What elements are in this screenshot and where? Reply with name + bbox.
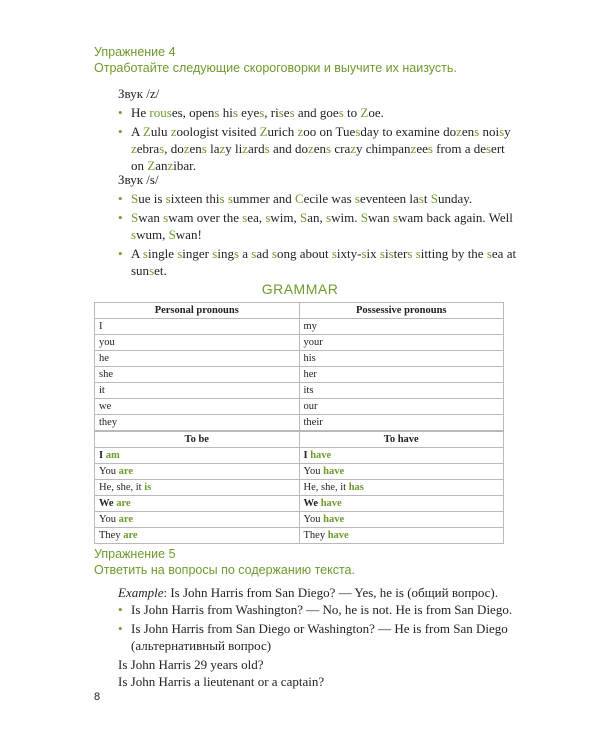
bullet-icon: •	[118, 191, 123, 206]
highlighted-sound: rous	[149, 105, 172, 120]
twister-text: ibar.	[173, 158, 197, 173]
twister-text: A	[131, 246, 143, 261]
possessive-pronoun-cell: my	[299, 319, 504, 335]
twister-text: wam over the	[168, 210, 243, 225]
bullet-icon: •	[118, 210, 123, 225]
verb-form: are	[118, 466, 134, 477]
highlighted-sound: z	[456, 124, 462, 139]
personal-pronoun-cell: he	[95, 351, 300, 367]
twister-text: eye	[237, 105, 260, 120]
to-be-cell	[95, 480, 300, 496]
highlighted-sound: s	[265, 210, 271, 225]
header-to-have: To have	[299, 432, 504, 448]
exercise-4-instruction: Отработайте следующие скороговорки и выучите их наизусть.	[94, 61, 457, 75]
highlighted-sound: C	[294, 191, 304, 206]
subject-text: He, she, it	[303, 482, 349, 493]
highlighted-sound: s	[499, 124, 505, 139]
highlighted-sound: s	[326, 210, 332, 225]
question-2: Is John Harris a lieutenant or a captain?	[118, 674, 325, 689]
to-have-cell	[299, 496, 504, 512]
to-be-cell	[95, 496, 300, 512]
highlighted-sound: z	[350, 141, 357, 156]
twister-text: es, open	[171, 105, 215, 120]
highlighted-sound: z	[170, 124, 177, 139]
highlighted-sound: s	[418, 191, 424, 206]
subject-text: They	[303, 530, 328, 541]
highlighted-sound: s	[259, 105, 265, 120]
highlighted-sound: S	[300, 210, 308, 225]
exercise-5-title: Упражнение 5	[94, 547, 176, 561]
twister-text: oe.	[368, 105, 384, 120]
subject-text: You	[303, 466, 324, 477]
highlighted-sound: s	[163, 210, 169, 225]
table-row	[95, 480, 504, 496]
table-row	[95, 415, 504, 431]
highlighted-sound: s	[271, 246, 277, 261]
example-text: : Is John Harris from San Diego? — Yes, he is (общий вопрос).	[163, 585, 499, 600]
table-row	[95, 351, 504, 367]
table-row	[95, 335, 504, 351]
verb-form: are	[116, 498, 131, 509]
twister-text: y	[504, 124, 511, 139]
twister-text: unday.	[437, 191, 473, 206]
highlighted-sound: s	[392, 210, 398, 225]
bullet-icon: •	[118, 124, 123, 139]
twister-text: oologist visited	[176, 124, 260, 139]
verb-form: are	[118, 514, 134, 525]
header-personal-pronouns: Personal pronouns	[95, 303, 300, 319]
personal-pronoun-cell: I	[95, 319, 300, 335]
highlighted-sound: z	[410, 141, 417, 156]
bullet-icon: •	[118, 621, 123, 636]
verb-form: have	[327, 530, 349, 541]
twister-text: ecile was	[303, 191, 355, 206]
possessive-pronoun-cell: your	[299, 335, 504, 351]
list-item	[118, 209, 518, 243]
twister-text: e	[283, 105, 290, 120]
highlighted-sound: z	[297, 124, 304, 139]
highlighted-sound: Z	[360, 105, 369, 120]
verbs-table	[94, 431, 504, 544]
highlighted-sound: s	[486, 246, 492, 261]
example-label: Example	[118, 585, 164, 600]
subject-text: I	[99, 450, 106, 461]
highlighted-sound: s	[354, 191, 360, 206]
bullet-text: Is John Harris from Washington? — No, he is not. He is from San Diego.	[131, 602, 513, 617]
table-header-row	[95, 303, 504, 319]
twister-text: ad	[256, 246, 272, 261]
highlighted-sound: S	[360, 210, 368, 225]
list-item	[118, 190, 518, 207]
verb-form: have	[320, 498, 342, 509]
twister-text: wim.	[331, 210, 361, 225]
twister-text: and goe	[294, 105, 339, 120]
highlighted-sound: z	[242, 141, 249, 156]
to-have-cell	[299, 528, 504, 544]
twister-text: ard	[248, 141, 265, 156]
bullet-icon: •	[118, 246, 123, 261]
pronouns-table	[94, 302, 504, 431]
twister-text: ulu	[150, 124, 171, 139]
list-item	[118, 104, 518, 121]
exercise-4-title: Упражнение 4	[94, 45, 176, 59]
twister-text: ea at sun	[131, 246, 517, 278]
highlighted-sound: S	[168, 227, 176, 242]
highlighted-sound: s	[474, 124, 480, 139]
twister-text: urich	[267, 124, 298, 139]
question-1: Is John Harris 29 years old?	[118, 657, 264, 672]
to-have-cell	[299, 464, 504, 480]
twister-text: a	[239, 246, 252, 261]
highlighted-sound: s	[159, 141, 165, 156]
highlighted-sound: s	[149, 263, 155, 278]
highlighted-sound: z	[167, 158, 174, 173]
highlighted-sound: s	[388, 246, 394, 261]
twister-text: ebra	[136, 141, 160, 156]
table-row	[95, 448, 504, 464]
twister-text: i	[384, 246, 389, 261]
twister-text: cra	[331, 141, 351, 156]
highlighted-sound: z	[131, 141, 137, 156]
highlighted-sound: s	[407, 246, 413, 261]
table-row	[95, 399, 504, 415]
highlighted-sound: s	[212, 246, 218, 261]
to-be-cell	[95, 448, 300, 464]
to-have-cell	[299, 448, 504, 464]
twister-text: A	[131, 124, 143, 139]
twister-text: y li	[225, 141, 243, 156]
verb-form: am	[105, 450, 120, 461]
table-row	[95, 528, 504, 544]
sound-s-label: Звук /s/	[118, 172, 159, 187]
twister-text: ong about	[276, 246, 332, 261]
highlighted-sound: z	[219, 141, 226, 156]
twister-text: eventeen la	[359, 191, 419, 206]
highlighted-sound: S	[131, 191, 139, 206]
twister-text: wan	[138, 210, 164, 225]
highlighted-sound: s	[232, 105, 238, 120]
twister-text: noi	[479, 124, 500, 139]
highlighted-sound: S	[131, 210, 139, 225]
twister-text: He	[131, 105, 150, 120]
twister-text: , ri	[264, 105, 279, 120]
twister-text: e do	[434, 124, 457, 139]
grammar-heading: GRAMMAR	[261, 281, 339, 297]
personal-pronoun-cell: she	[95, 367, 300, 383]
highlighted-sound: s	[165, 191, 171, 206]
to-be-cell	[95, 512, 300, 528]
verb-form: has	[348, 482, 364, 493]
sound-z-label: Звук /z/	[118, 86, 160, 101]
twister-text: an,	[307, 210, 327, 225]
highlighted-sound: s	[361, 246, 367, 261]
subject-text: They	[99, 530, 124, 541]
highlighted-sound: z	[307, 141, 314, 156]
highlighted-sound: s	[142, 246, 148, 261]
twister-text: en	[313, 141, 327, 156]
twister-text: ea,	[247, 210, 266, 225]
twister-text: wan	[367, 210, 393, 225]
highlighted-sound: z	[183, 141, 190, 156]
twister-text: day to exami	[360, 124, 428, 139]
verb-form: is	[144, 482, 152, 493]
header-possessive-pronouns: Possessive pronouns	[299, 303, 504, 319]
twister-text: ee	[416, 141, 428, 156]
highlighted-sound: s	[355, 124, 361, 139]
subject-text: We	[303, 498, 321, 509]
twister-text: t	[423, 191, 431, 206]
possessive-pronoun-cell: his	[299, 351, 504, 367]
twister-text: ixty-	[336, 246, 362, 261]
highlighted-sound: s	[289, 105, 295, 120]
twister-text: an	[155, 158, 168, 173]
personal-pronoun-cell: you	[95, 335, 300, 351]
list-item	[118, 601, 518, 618]
z-tongue-twisters	[118, 104, 518, 176]
twister-text: n	[427, 124, 435, 139]
highlighted-sound: s	[131, 227, 137, 242]
highlighted-sound: s	[201, 141, 207, 156]
subject-text: We	[99, 498, 117, 509]
highlighted-sound: S	[430, 191, 438, 206]
to-have-cell	[299, 512, 504, 528]
twister-text: en	[189, 141, 202, 156]
twister-text: inger	[182, 246, 213, 261]
twister-text: itting by the	[420, 246, 487, 261]
subject-text: You	[303, 514, 324, 525]
twister-text: en	[461, 124, 475, 139]
twister-text: et.	[154, 263, 167, 278]
table-row	[95, 496, 504, 512]
personal-pronoun-cell: we	[95, 399, 300, 415]
verb-form: have	[310, 450, 332, 461]
s-tongue-twisters	[118, 190, 518, 281]
table-row	[95, 367, 504, 383]
page-number: 8	[94, 691, 101, 703]
example-line	[118, 584, 518, 601]
twister-text: hi	[219, 105, 233, 120]
personal-pronoun-cell: they	[95, 415, 300, 431]
highlighted-sound: s	[485, 141, 492, 156]
bullet-icon: •	[118, 602, 123, 617]
verb-form: are	[123, 530, 138, 541]
twister-text: ix	[366, 246, 380, 261]
to-be-cell	[95, 464, 300, 480]
twister-text: to	[343, 105, 361, 120]
highlighted-sound: s	[326, 141, 332, 156]
twister-text: la	[206, 141, 220, 156]
possessive-pronoun-cell: her	[299, 367, 504, 383]
possessive-pronoun-cell: their	[299, 415, 504, 431]
subject-text: You	[99, 514, 119, 525]
table-row	[95, 464, 504, 480]
highlighted-sound: s	[264, 141, 270, 156]
twister-text: wum,	[136, 227, 169, 242]
subject-text: I	[303, 450, 311, 461]
twister-text: wan!	[175, 227, 202, 242]
example-bullets	[118, 601, 518, 656]
highlighted-sound: s	[415, 246, 421, 261]
highlighted-sound: s	[214, 105, 220, 120]
possessive-pronoun-cell: its	[299, 383, 504, 399]
twister-text: ert on	[131, 141, 505, 173]
twister-text: ummer and	[232, 191, 295, 206]
list-item	[118, 245, 518, 279]
highlighted-sound: s	[379, 246, 385, 261]
highlighted-sound: s	[427, 141, 433, 156]
highlighted-sound: Z	[259, 124, 268, 139]
highlighted-sound: s	[251, 246, 257, 261]
twister-text: and do	[269, 141, 308, 156]
twister-text: , do	[164, 141, 184, 156]
header-to-be: To be	[95, 432, 300, 448]
highlighted-sound: s	[233, 246, 240, 261]
verb-form: have	[323, 514, 345, 525]
highlighted-sound: Z	[147, 158, 156, 173]
table-row	[95, 512, 504, 528]
highlighted-sound: s	[331, 246, 337, 261]
to-be-cell	[95, 528, 300, 544]
table-row	[95, 319, 504, 335]
personal-pronoun-cell: it	[95, 383, 300, 399]
possessive-pronoun-cell: our	[299, 399, 504, 415]
highlighted-sound: s	[338, 105, 344, 120]
twister-text: from a de	[432, 141, 486, 156]
twister-text: wam back again. Well	[397, 210, 513, 225]
list-item	[118, 123, 518, 174]
twister-text: ingle	[147, 246, 178, 261]
highlighted-sound: s	[177, 246, 183, 261]
subject-text: He, she, it	[99, 482, 145, 493]
highlighted-sound: s	[227, 191, 233, 206]
bullet-text: Is John Harris from San Diego or Washington? — He is from San Diego (альтернативный вопрос)	[131, 621, 508, 653]
bullet-icon: •	[118, 105, 123, 120]
table-row	[95, 383, 504, 399]
twister-text: y chimpan	[356, 141, 411, 156]
twister-text: ue is	[138, 191, 166, 206]
highlighted-sound: s	[219, 191, 225, 206]
highlighted-sound: s	[278, 105, 284, 120]
to-have-cell	[299, 480, 504, 496]
table-header-row	[95, 432, 504, 448]
twister-text: ter	[393, 246, 408, 261]
twister-text: ixteen thi	[170, 191, 220, 206]
subject-text: You	[99, 466, 119, 477]
list-item	[118, 620, 518, 654]
highlighted-sound: s	[242, 210, 248, 225]
exercise-5-instruction: Ответить на вопросы по содержанию текста.	[94, 563, 355, 577]
twister-text: wim,	[270, 210, 301, 225]
twister-text: ing	[217, 246, 234, 261]
highlighted-sound: Z	[142, 124, 151, 139]
verb-form: have	[323, 466, 345, 477]
twister-text: oo on Tue	[303, 124, 356, 139]
